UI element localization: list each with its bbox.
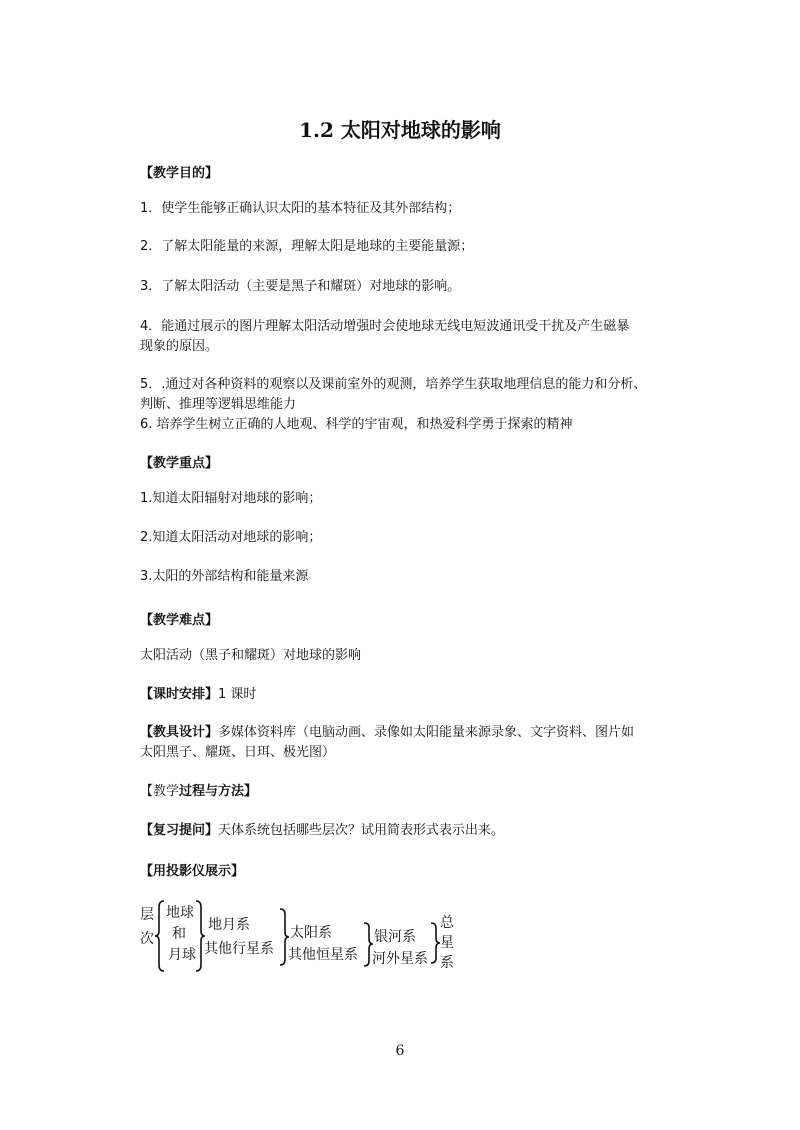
equipment-text-line1: 多媒体资料库（电脑动画、录像如太阳能量来源录象、文字资料、图片如 bbox=[218, 725, 635, 740]
other-planetary-systems-label: 其他行星系 bbox=[204, 941, 274, 957]
process-heading-bold: 过程与方法】 bbox=[179, 784, 258, 799]
schedule-line bbox=[140, 685, 680, 705]
milky-way-label: 银河系 bbox=[374, 929, 416, 945]
equipment-label: 【教具设计】 bbox=[140, 725, 219, 740]
objective-item-2: 2．了解太阳能量的来源，理解太阳是地球的主要能量源； bbox=[140, 239, 474, 254]
earth-moon-system-label: 地月系 bbox=[208, 917, 250, 933]
objective-item-5-line2: 判断、推理等逻辑思维能力 bbox=[140, 397, 297, 412]
schedule-label: 【课时安排】 bbox=[140, 687, 219, 702]
objective-item-4-line2: 现象的原因。 bbox=[140, 339, 219, 354]
difficulties-heading: 【教学难点】 bbox=[140, 613, 219, 628]
objective-item-5-line1: 5．.通过对各种资料的观察以及课前室外的观测，培养学生获取地理信息的能力和分析、 bbox=[140, 377, 647, 392]
process-heading bbox=[140, 782, 680, 802]
objective-item-1: 1．使学生能够正确认识太阳的基本特征及其外部结构； bbox=[140, 201, 461, 216]
and-label: 和 bbox=[172, 926, 186, 942]
review-line bbox=[140, 821, 680, 841]
earth-label: 地球 bbox=[166, 905, 194, 921]
total-galaxy-char-2: 星 bbox=[440, 935, 454, 951]
page-number: 6 bbox=[395, 1043, 405, 1059]
celestial-hierarchy-diagram bbox=[138, 895, 458, 977]
moon-label: 月球 bbox=[168, 947, 196, 963]
objective-item-5 bbox=[140, 375, 680, 435]
key-point-item-2: 2.知道太阳活动对地球的影响； bbox=[140, 530, 322, 545]
total-galaxy-char-1: 总 bbox=[440, 915, 454, 931]
other-stellar-systems-label: 其他恒星系 bbox=[288, 947, 358, 963]
equipment-block bbox=[140, 723, 680, 763]
objective-item-3: 3．了解太阳活动（主要是黑子和耀斑）对地球的影响。 bbox=[140, 279, 461, 294]
left-brace bbox=[155, 901, 164, 971]
total-galaxy-char-3: 系 bbox=[440, 955, 454, 971]
objective-item-4-line1: 4．能通过展示的图片理解太阳活动增强时会使地球无线电短波通讯受干扰及产生磁暴 bbox=[140, 319, 630, 334]
solar-system-label: 太阳系 bbox=[290, 925, 332, 941]
objectives-heading: 【教学目的】 bbox=[140, 166, 219, 181]
extragalactic-systems-label: 河外星系 bbox=[372, 951, 428, 967]
review-text: 天体系统包括哪些层次？试用简表形式表示出来。 bbox=[218, 823, 505, 838]
objective-item-6: 6. 培养学生树立正确的人地观、科学的宇宙观，和热爱科学勇于探索的精神 bbox=[140, 417, 573, 432]
key-point-item-3: 3.太阳的外部结构和能量来源 bbox=[140, 569, 309, 584]
key-point-item-1: 1.知道太阳辐射对地球的影响； bbox=[140, 491, 322, 506]
objective-item-4 bbox=[140, 317, 680, 357]
difficulties-text: 太阳活动（黑子和耀斑）对地球的影响 bbox=[140, 648, 362, 663]
equipment-text-line2: 太阳黑子、耀斑、日珥、极光图） bbox=[140, 745, 336, 760]
level-label-char-1: 层 bbox=[140, 907, 154, 923]
level-label-char-2: 次 bbox=[140, 931, 154, 947]
brace-1 bbox=[196, 901, 205, 971]
brace-4 bbox=[431, 923, 440, 963]
projector-heading: 【用投影仪展示】 bbox=[140, 864, 245, 879]
review-label: 【复习提问】 bbox=[140, 823, 219, 838]
key-points-heading: 【教学重点】 bbox=[140, 456, 219, 471]
page-title: 1.2 太阳对地球的影响 bbox=[299, 118, 501, 142]
process-heading-prefix: 【教学 bbox=[140, 784, 180, 799]
schedule-text: 1 课时 bbox=[218, 687, 257, 702]
